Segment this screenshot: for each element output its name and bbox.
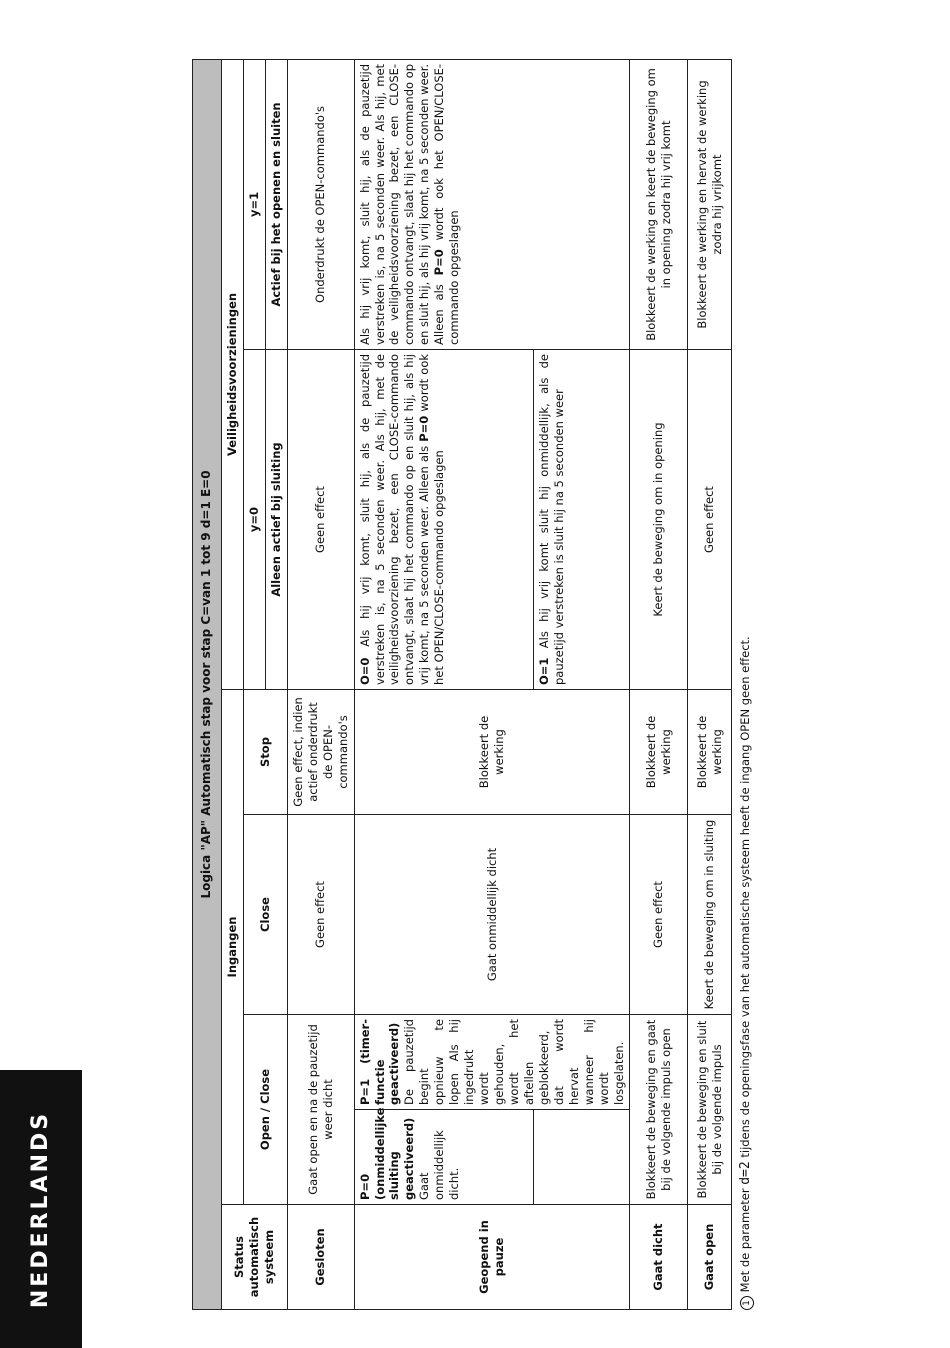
header-status: Status automatisch systeem <box>222 1205 288 1310</box>
cell-pauze-p0 <box>354 1107 534 1205</box>
header-y0: y=0 <box>243 350 265 690</box>
header-stop: Stop <box>243 690 287 815</box>
cell-pauze-o0 <box>354 350 534 690</box>
p1-text: De pauzetijd begint opnieuw te lopen Als hij ingedrukt wordt gehouden, wordt het aftellen geblokkeerd, dat wordt hervat wanneer hij wordt losgelaten. <box>402 1019 626 1105</box>
logic-table <box>192 59 732 1310</box>
table-title: Logica "AP" Automatisch stap voor stap C=van 1 tot 9 d=1 E=0 <box>193 59 222 1309</box>
o0-text2: wordt ook het OPEN/CLOSE-commando opgeslagen <box>417 353 447 685</box>
table-row-dicht <box>630 59 688 1309</box>
footnote-after: tijdens de openingsfase van het automatische systeem heeft de ingang OPEN geen effect. <box>738 636 753 1158</box>
header-y0-sub: Alleen actief bij sluiting <box>265 350 287 690</box>
table-row-gesloten <box>287 59 354 1309</box>
p0-bold: P=0 (onmiddellijke sluiting geactiveerd) <box>357 1107 417 1200</box>
p1-bold: P=1 (timer-functie geactiveerd) <box>357 1019 402 1105</box>
cell-open-open-close: Blokkeert de beweging en sluit bij de volgende impuls <box>688 1015 732 1205</box>
cell-gesloten-y1: Onderdrukt de OPEN-commando's <box>287 59 354 349</box>
o1-text: Als hij vrij komt sluit hij onmiddellijk, als de pauzetijd verstreken is sluit hij na 5 seconden weer <box>537 353 567 685</box>
header-veiligheid: Veiligheidsvoorzieningen <box>222 59 244 689</box>
rotated-logic-table-page <box>192 60 754 1310</box>
cell-pauze-stop: Blokkeert de werking <box>354 690 630 815</box>
y1-bold-p0: P=0 <box>432 249 447 276</box>
cell-dicht-open-close: Blokkeert de beweging en gaat bij de volgende impuls open <box>630 1015 688 1205</box>
cell-gesloten-close: Geen effect <box>287 815 354 1015</box>
footnote-marker: 1 <box>740 1296 754 1310</box>
header-y1: y=1 <box>243 59 265 349</box>
cell-dicht-close: Geen effect <box>630 815 688 1015</box>
cell-gesloten-y0: Geen effect <box>287 350 354 690</box>
row-label-pauze: Geopend in pauze <box>354 1205 630 1310</box>
table-row-pauze-a <box>354 59 534 1309</box>
o0-text: Als hij vrij komt, sluit hij, als de pauzetijd verstreken is, na 5 seconden weer. Als hij, met de veiligheidsvoorziening bezet, een CLOSE-commando ontvangt, slaat hij het commando op en sluit hij, als hij vrij komt, na 5 seconden weer. Alleen als <box>357 353 432 685</box>
language-side-tab <box>0 1070 82 1348</box>
cell-dicht-y0: Keert de beweging om in opening <box>630 350 688 690</box>
cell-pauze-p0-empty <box>534 1110 630 1205</box>
p0-text: Gaat onmiddellijk dicht. <box>417 1130 462 1200</box>
cell-open-y1: Blokkeert de werking en hervat de werking zodra hij vrijkomt <box>688 59 732 349</box>
header-open-close: Open / Close <box>243 1015 287 1205</box>
o0-bold: O=0 <box>357 657 372 685</box>
row-label-dicht: Gaat dicht <box>630 1205 688 1310</box>
o1-bold: O=1 <box>537 657 552 685</box>
cell-open-close: Keert de beweging om in sluiting <box>688 815 732 1015</box>
header-y1-sub: Actief bij het openen en sluiten <box>265 59 287 349</box>
cell-dicht-y1: Blokkeert de werking en keert de beweging om in opening zodra hij vrij komt <box>630 59 688 349</box>
cell-dicht-stop: Blokkeert de werking <box>630 690 688 815</box>
footnote-before: Met de parameter <box>738 1188 753 1293</box>
footnote <box>738 60 754 1310</box>
y1-text2: wordt ook het OPEN/CLOSE-commando opgeslagen <box>432 63 462 345</box>
o0-bold-p0: P=0 <box>417 415 432 442</box>
cell-gesloten-stop: Geen effect, indien actief onderdrukt de OPEN-commando's <box>287 690 354 815</box>
cell-pauze-o1 <box>534 350 630 690</box>
row-label-gesloten: Gesloten <box>287 1205 354 1310</box>
cell-gesloten-open-close: Gaat open en na de pauzetijd weer dicht <box>287 1015 354 1205</box>
y1-text: Als hij vrij komt, sluit hij, als de pauzetijd verstreken is, na 5 seconden weer. Als hij, met de veiligheidsvoorziening bezet, een CLOSE-commando ontvangt, slaat hij het commando op en sluit hij, als hij vrij komt, na 5 seconden weer. Alleen als <box>357 63 447 345</box>
table-row-open <box>688 59 732 1309</box>
language-label: NEDERLANDS <box>28 1110 54 1308</box>
footnote-param: d=2 <box>738 1161 754 1185</box>
cell-pauze-p1 <box>354 1015 630 1110</box>
header-close: Close <box>243 815 287 1015</box>
cell-pauze-y1 <box>354 59 630 349</box>
cell-open-stop: Blokkeert de werking <box>688 690 732 815</box>
cell-open-y0: Geen effect <box>688 350 732 690</box>
row-label-open: Gaat open <box>688 1205 732 1310</box>
cell-pauze-close: Gaat onmiddellijk dicht <box>354 815 630 1015</box>
header-ingangen: Ingangen <box>222 690 244 1205</box>
